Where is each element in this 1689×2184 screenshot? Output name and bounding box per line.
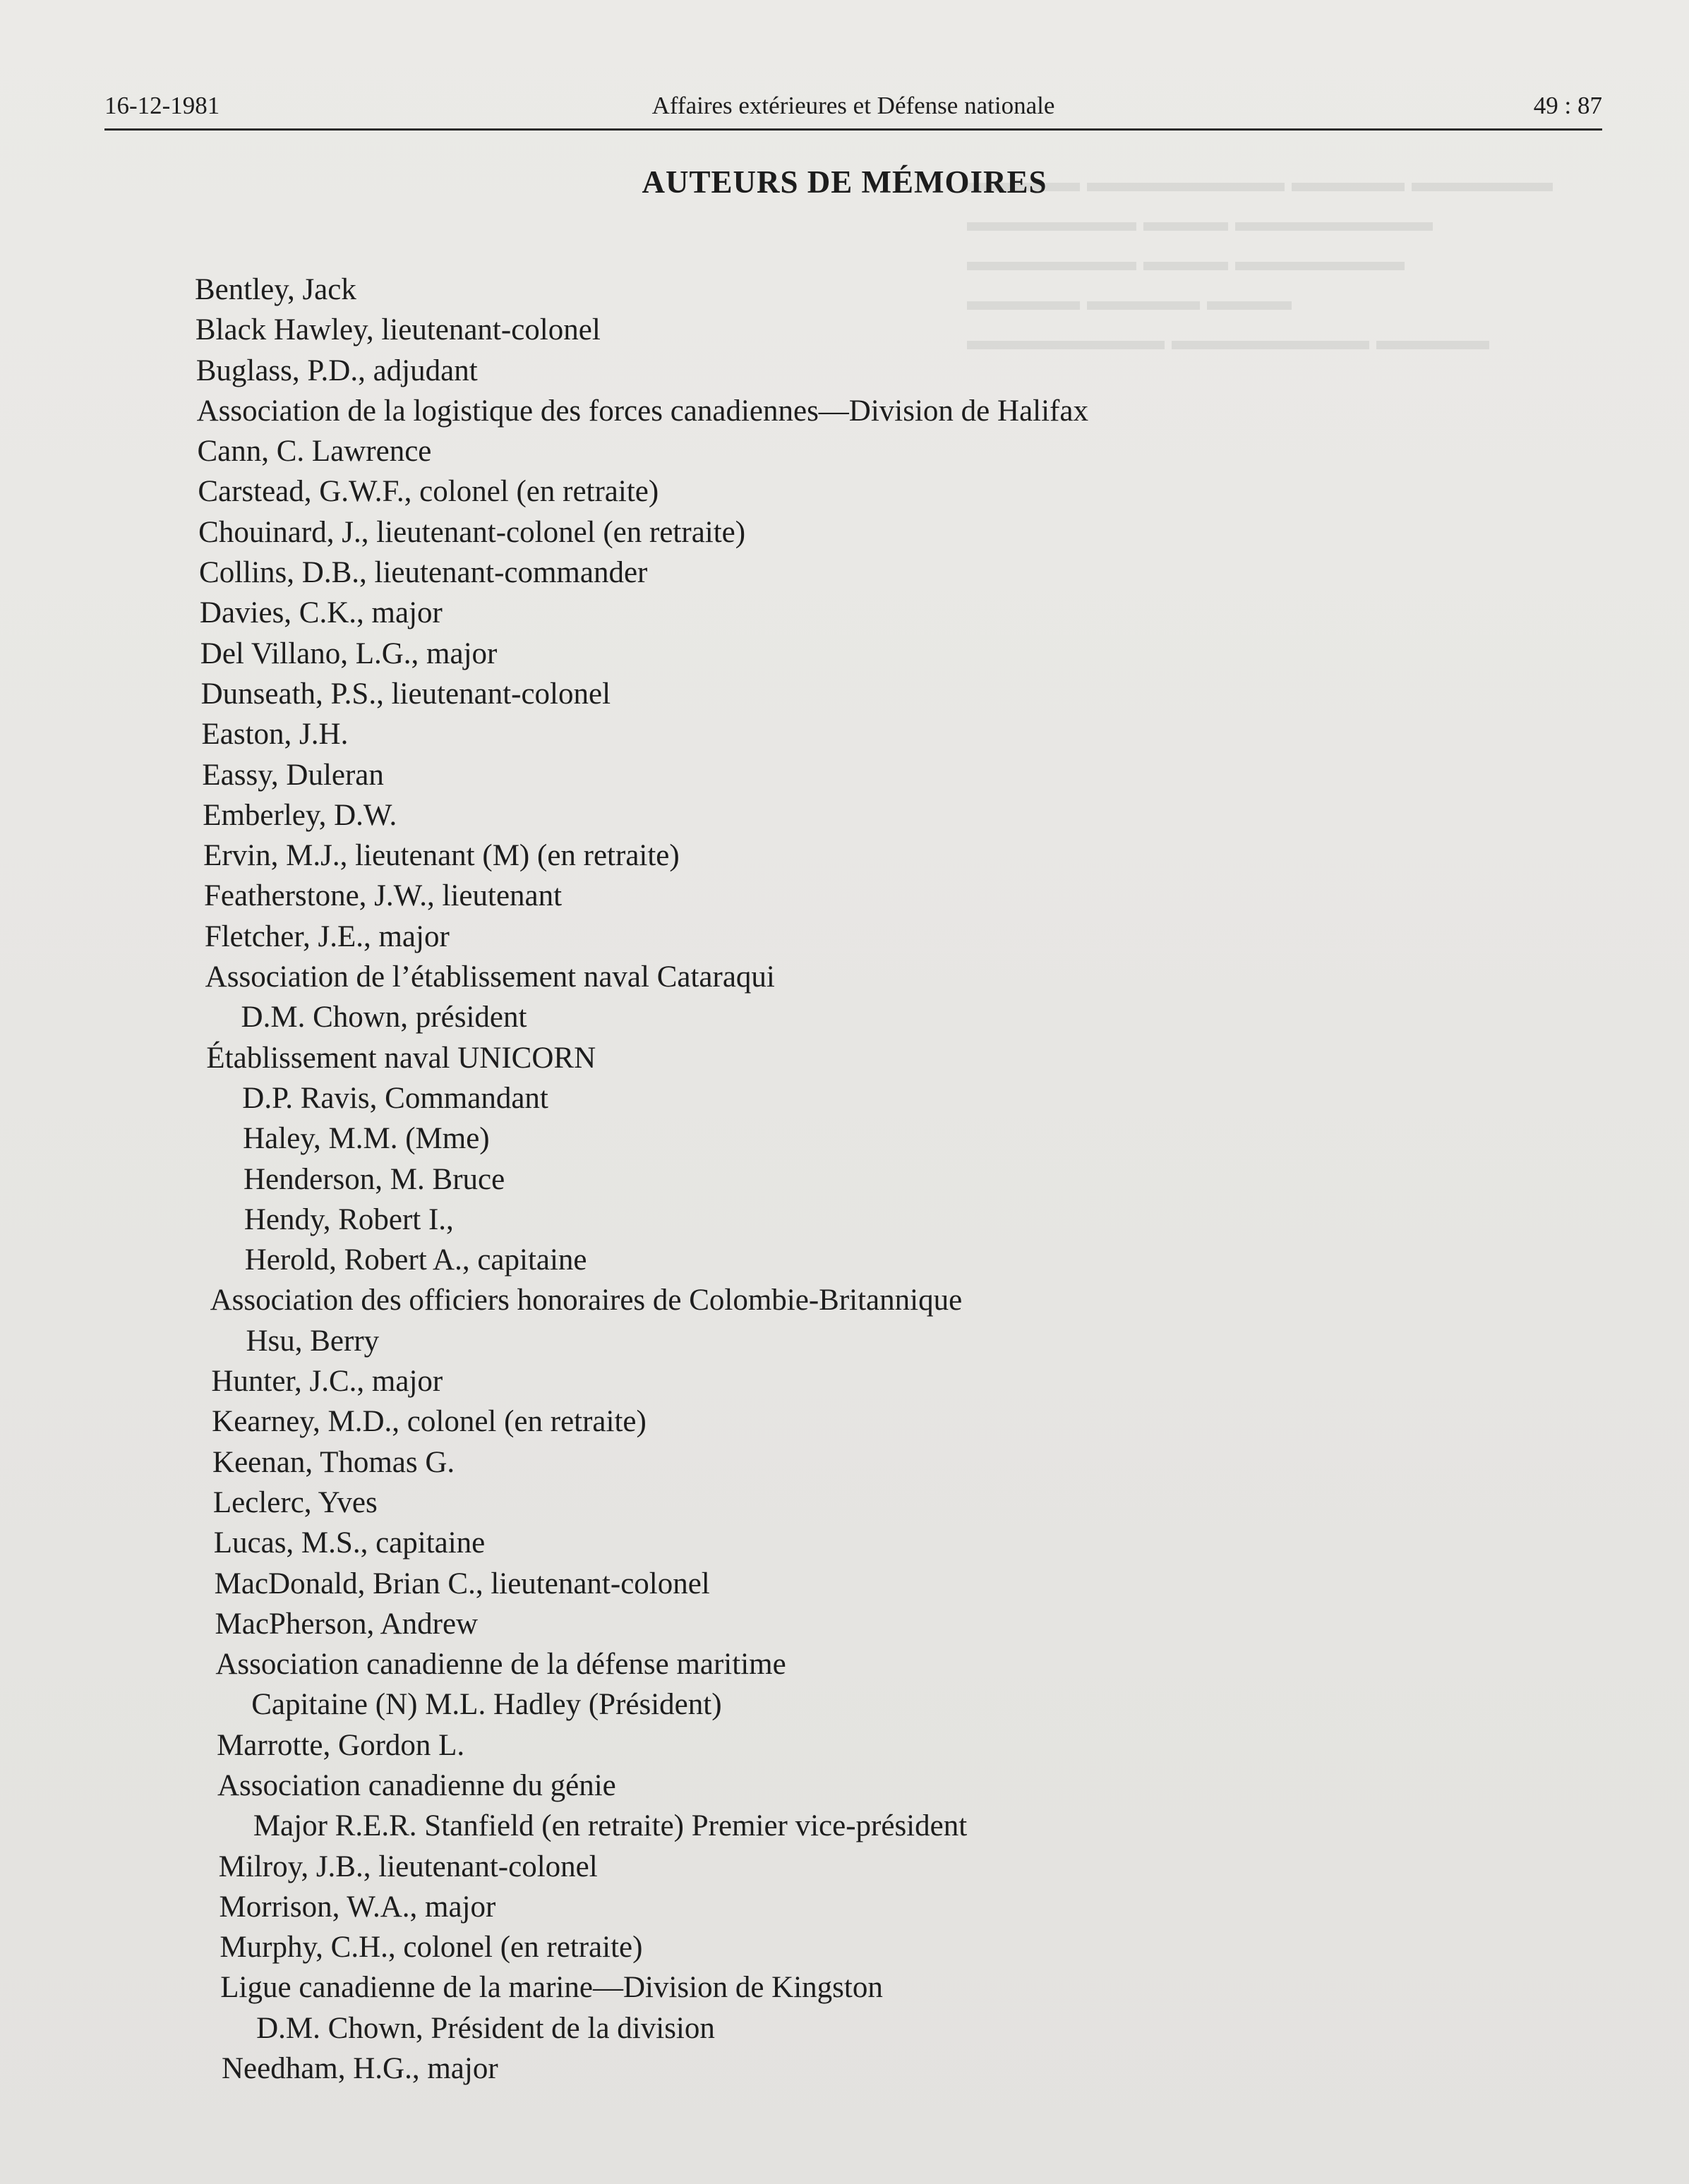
list-sub-item: Capitaine (N) M.L. Hadley (Président) [251,1688,722,1722]
list-item: Marrotte, Gordon L. [217,1728,465,1762]
show-through-texture: ▬▬▬▬ ▬▬▬▬▬▬▬ ▬▬▬▬ ▬▬▬▬▬ ▬▬▬▬▬▬ ▬▬▬ ▬▬▬▬▬▬▬ ▬▬▬▬▬▬ ▬▬▬ ▬▬▬▬▬▬ ▬▬▬▬ ▬▬▬▬ ▬▬▬ ▬▬▬▬▬▬▬ ▬▬▬▬▬▬▬ ▬▬▬▬ [967,166,1553,356]
list-item: Kearney, M.D., colonel (en retraite) [212,1405,647,1439]
list-sub-item: Major R.E.R. Stanfield (en retraite) Premier vice-président [253,1809,968,1843]
list-item: Easton, J.H. [201,718,349,752]
list-item: Ervin, M.J., lieutenant (M) (en retraite) [203,839,680,873]
list-item: Eassy, Duleran [202,758,384,792]
list-item: Needham, H.G., major [222,2052,498,2086]
list-item: Davies, C.K., major [199,596,443,630]
list-item: Hunter, J.C., major [211,1365,443,1399]
running-header [104,88,1602,131]
list-sub-item: Henderson, M. Bruce [244,1162,505,1196]
list-item: Buglass, P.D., adjudant [196,354,478,387]
list-item: Featherstone, J.W., lieutenant [203,879,563,913]
list-item: Fletcher, J.E., major [204,919,450,953]
list-item: Association canadienne de la défense maritime [215,1648,786,1682]
list-sub-item: D.P. Ravis, Commandant [242,1081,548,1115]
header-date: 16-12-1981 [104,92,220,119]
list-item: Association de l’établissement naval Cataraqui [205,960,775,994]
list-item: Association des officiers honoraires de Colombie-Britannique [210,1284,963,1317]
list-item: Association de la logistique des forces canadiennes—Division de Halifax [196,394,1088,428]
list-item: Chouinard, J., lieutenant-colonel (en retraite) [198,515,746,549]
list-item: Bentley, Jack [195,273,356,306]
list-item: Dunseath, P.S., lieutenant-colonel [200,677,611,711]
list-item: Lucas, M.S., capitaine [213,1526,486,1560]
section-title: AUTEURS DE MÉMOIRES [642,164,1047,200]
list-item: Collins, D.B., lieutenant-commander [199,556,648,590]
list-item: Milroy, J.B., lieutenant-colonel [218,1850,598,1883]
list-item: Del Villano, L.G., major [200,637,498,670]
list-item: Ligue canadienne de la marine—Division de Kingston [220,1971,883,2005]
list-sub-item: Herold, Robert A., capitaine [244,1243,587,1277]
list-item: Morrison, W.A., major [219,1890,496,1924]
list-item: Murphy, C.H., colonel (en retraite) [220,1931,643,1965]
list-item: Établissement naval UNICORN [206,1041,596,1075]
list-sub-item: Haley, M.M. (Mme) [243,1122,490,1156]
list-item: Cann, C. Lawrence [197,435,432,469]
list-item: Carstead, G.W.F., colonel (en retraite) [198,475,659,509]
list-item: Association canadienne du génie [217,1768,616,1802]
list-sub-item: Hsu, Berry [246,1324,380,1358]
header-page-ref: 49 : 87 [1533,92,1602,119]
witness-list [0,270,1088,2089]
list-item: Emberley, D.W. [203,798,397,832]
list-item: MacPherson, Andrew [215,1607,479,1641]
header-title: Affaires extérieures et Défense nationale [651,92,1055,119]
list-sub-item: Hendy, Robert I., [244,1202,454,1236]
list-sub-item: D.M. Chown, président [241,1001,527,1034]
list-sub-item: D.M. Chown, Président de la division [256,2011,715,2045]
list-item: Black Hawley, lieutenant-colonel [195,313,601,347]
list-item: Leclerc, Yves [212,1485,378,1519]
list-item: MacDonald, Brian C., lieutenant-colonel [214,1567,710,1600]
list-item: Keenan, Thomas G. [212,1445,455,1479]
